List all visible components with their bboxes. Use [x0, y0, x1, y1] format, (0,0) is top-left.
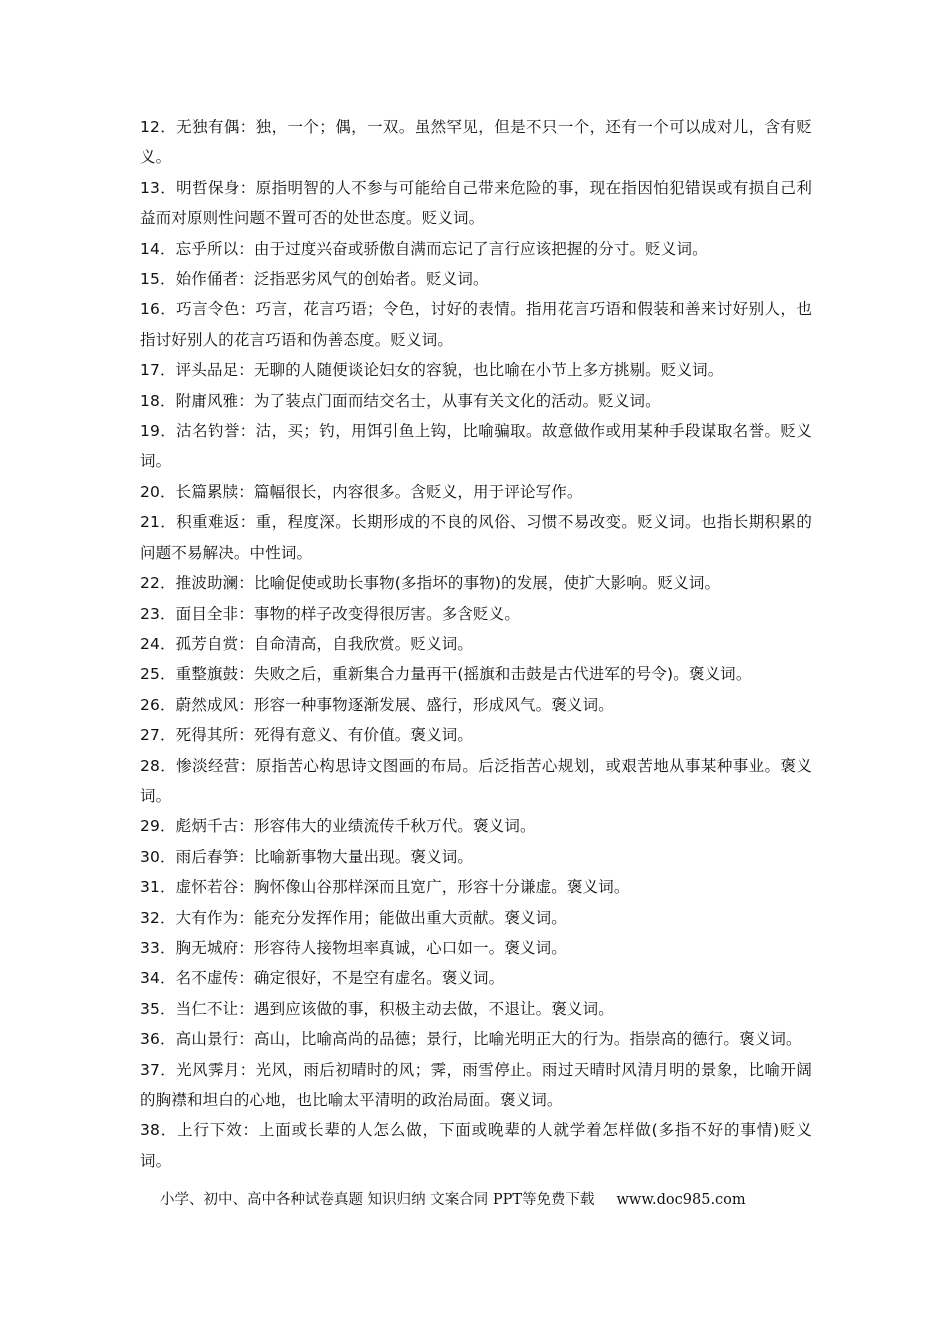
- idiom-entry: 32．大有作为：能充分发挥作用；能做出重大贡献。褒义词。: [140, 908, 567, 927]
- idiom-entry: 16．巧言令色：巧言，花言巧语；令色，讨好的表情。指用花言巧语和假装和善来讨好别人，也指讨好别人的花言巧语和伪善态度。贬义词。: [140, 300, 812, 349]
- footer-website: www.doc985.com: [616, 1192, 746, 1208]
- idiom-entry: 23．面目全非：事物的样子改变得很厉害。多含贬义。: [140, 604, 520, 623]
- idiom-entry: 38．上行下效：上面或长辈的人怎么做，下面或晚辈的人就学着怎样做(多指不好的事情)贬义词。: [140, 1121, 812, 1170]
- idiom-entry: 21．积重难返：重，程度深。长期形成的不良的风俗、习惯不易改变。贬义词。也指长期积累的问题不易解决。中性词。: [140, 513, 812, 562]
- idiom-entry: 19．沽名钓誉：沽，买；钓，用饵引鱼上钩，比喻骗取。故意做作或用某种手段谋取名誉。贬义词。: [140, 422, 812, 471]
- idiom-entry: 14．忘乎所以：由于过度兴奋或骄傲自满而忘记了言行应该把握的分寸。贬义词。: [140, 239, 708, 258]
- idiom-entry: 37．光风霁月：光风，雨后初晴时的风；霁，雨雪停止。雨过天晴时风清月明的景象，比喻开阔的胸襟和坦白的心地，也比喻太平清明的政治局面。褒义词。: [140, 1060, 812, 1109]
- idiom-list: [140, 112, 812, 1176]
- idiom-entry: 17．评头品足：无聊的人随便谈论妇女的容貌，也比喻在小节上多方挑剔。贬义词。: [140, 361, 724, 380]
- idiom-entry: 15．始作俑者：泛指恶劣风气的创始者。贬义词。: [140, 270, 489, 289]
- idiom-entry: 25．重整旗鼓：失败之后，重新集合力量再干(摇旗和击鼓是古代进军的号令)。褒义词。: [140, 665, 752, 684]
- idiom-entry: 22．推波助澜：比喻促使或助长事物(多指坏的事物)的发展，使扩大影响。贬义词。: [140, 574, 721, 593]
- idiom-entry: 28．惨淡经营：原指苦心构思诗文图画的布局。后泛指苦心规划，或艰苦地从事某种事业。褒义词。: [140, 756, 812, 805]
- idiom-entry: 36．高山景行：高山，比喻高尚的品德；景行，比喻光明正大的行为。指崇高的德行。褒义词。: [140, 1030, 802, 1049]
- idiom-entry: 29．彪炳千古：形容伟大的业绩流传千秋万代。褒义词。: [140, 817, 536, 836]
- idiom-entry: 30．雨后春笋：比喻新事物大量出现。褒义词。: [140, 847, 474, 866]
- page-footer: [160, 1188, 800, 1212]
- idiom-entry: 31．虚怀若谷：胸怀像山谷那样深而且宽广，形容十分谦虚。褒义词。: [140, 878, 630, 897]
- idiom-entry: 34．名不虚传：确定很好，不是空有虚名。褒义词。: [140, 969, 505, 988]
- idiom-entry: 13．明哲保身：原指明智的人不参与可能给自己带来危险的事，现在指因怕犯错误或有损自己利益而对原则性问题不置可否的处世态度。贬义词。: [140, 178, 812, 228]
- idiom-entry: 33．胸无城府：形容待人接物坦率真诚，心口如一。褒义词。: [140, 938, 567, 957]
- idiom-entry: 20．长篇累牍：篇幅很长，内容很多。含贬义，用于评论写作。: [140, 482, 583, 501]
- idiom-entry: 12．无独有偶：独，一个；偶，一双。虽然罕见，但是不只一个，还有一个可以成对儿，含有贬义。: [140, 118, 812, 167]
- idiom-entry: 27．死得其所：死得有意义、有价值。褒义词。: [140, 726, 474, 745]
- idiom-entry: 18．附庸风雅：为了装点门面而结交名士，从事有关文化的活动。贬义词。: [140, 391, 661, 410]
- footer-text: 小学、初中、高中各种试卷真题 知识归纳 文案合同 PPT等免费下载: [160, 1192, 595, 1208]
- idiom-entry: 35．当仁不让：遇到应该做的事，积极主动去做，不退让。褒义词。: [140, 999, 614, 1018]
- idiom-entry: 26．蔚然成风：形容一种事物逐渐发展、盛行，形成风气。褒义词。: [140, 695, 614, 714]
- idiom-entry: 24．孤芳自赏：自命清高，自我欣赏。贬义词。: [140, 634, 474, 653]
